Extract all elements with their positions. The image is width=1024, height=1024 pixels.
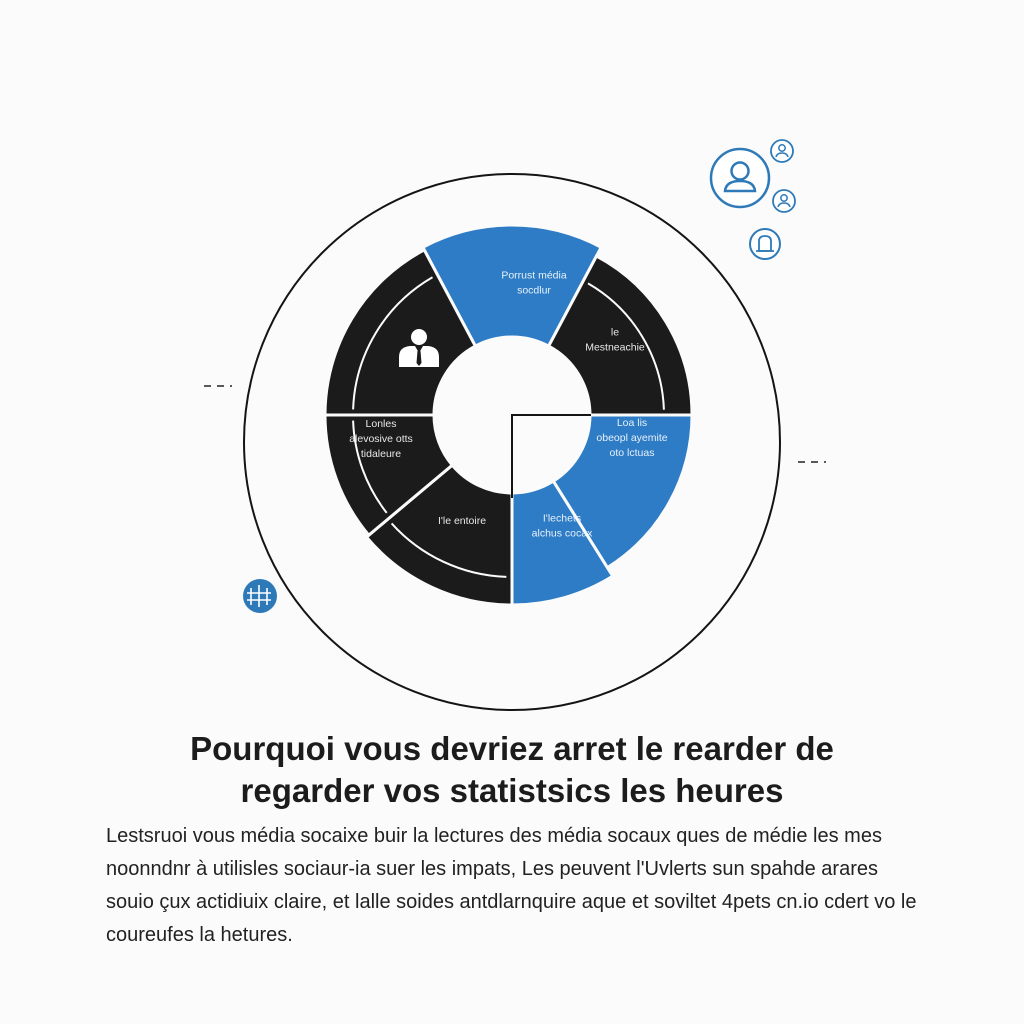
segment-label: alevosive otts [349,433,413,445]
segment-label: obeopl ayemite [596,432,668,444]
segment-label: le [610,326,620,339]
page-title [60,728,964,812]
segment-label: I'lechets [542,512,582,525]
segment-label: oto lctuas [609,447,655,459]
body-paragraph [106,820,936,952]
segment-label: alchus cocax [531,527,593,540]
segment-label: Lonles [365,418,397,430]
body-line-4: coureufes la hetures. [106,924,293,946]
segment-label: socdlur [517,284,551,297]
user-small-icon [771,140,793,162]
segment-label: Porrust média [501,269,567,282]
user-circle-icon [711,149,769,207]
body-line-3: souio çux actidiuix claire, et lalle soides antdlarnquire aque et soviltet 4pets cn.io cdert vo le [106,891,917,913]
segment-label: Loa lis [616,417,648,429]
body-line-2: noonndnr à utilisles sociaur-ia suer les impats, Les peuvent l'Uvlerts sun spahde arares [106,858,878,880]
bell-icon [750,229,780,259]
segment-label: tidaleure [360,448,402,460]
body-line-1: Lestsruoi vous média socaixe buir la lectures des média socaux ques de médie les mes [106,825,882,847]
segment-label: Mestneachie [585,341,645,354]
network-icon [243,579,277,613]
segment-label: I'le entoire [437,515,487,527]
user-small-icon [773,190,795,212]
title-line-1: Pourquoi vous devriez arret le rearder de [190,730,834,767]
title-line-2: regarder vos statistsics les heures [240,772,784,809]
